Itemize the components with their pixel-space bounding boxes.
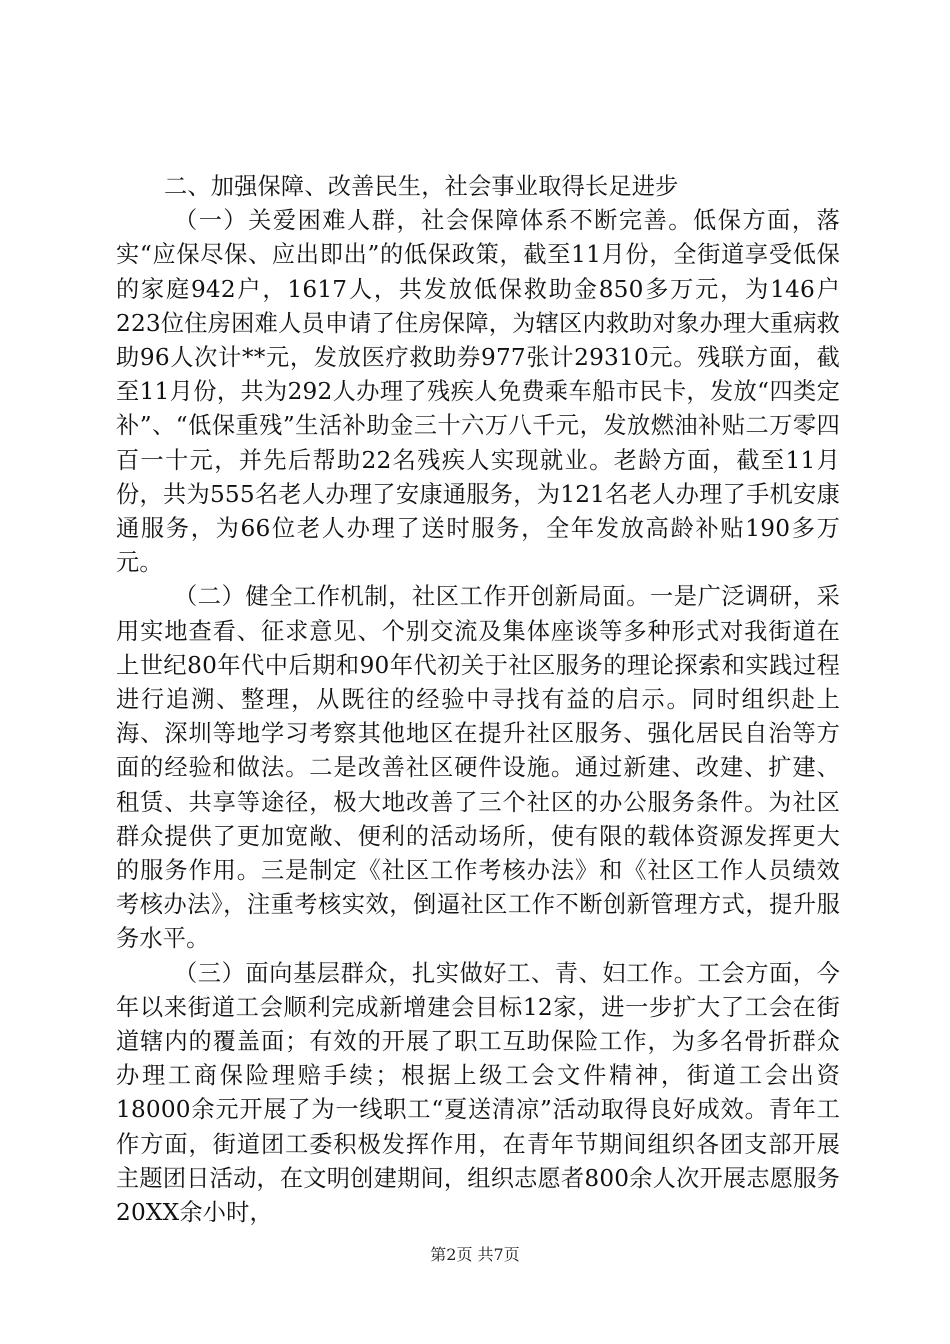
page-number-indicator: 第2页 共7页 bbox=[430, 1245, 520, 1264]
document-body bbox=[116, 170, 840, 1230]
paragraph-community-work: （二）健全工作机制，社区工作开创新局面。一是广泛调研，采用实地查看、征求意见、个别交流及集体座谈等多种形式对我街道在上世纪80年代中后期和90年代初关于社区服务的理论探索和实践过程进行追溯、整理，从既往的经验中寻找有益的启示。同时组织赴上海、深圳等地学习考察其他地区在提升社区服务、强化居民自治等方面的经验和做法。二是改善社区硬件设施。通过新建、改建、扩建、租赁、共享等途径，极大地改善了三个社区的办公服务条件。为社区群众提供了更加宽敞、便利的活动场所，使有限的载体资源发挥更大的服务作用。三是制定《社区工作考核办法》和《社区工作人员绩效考核办法》，注重考核实效，倒逼社区工作不断创新管理方式，提升服务水平。 bbox=[116, 583, 840, 953]
paragraph-grassroots-work: （三）面向基层群众，扎实做好工、青、妇工作。工会方面，今年以来街道工会顺利完成新增建会目标12家，进一步扩大了工会在街道辖内的覆盖面；有效的开展了职工互助保险工作，为多名骨折群众办理工商保险理赔手续；根据上级工会文件精神，街道工会出资18000余元开展了为一线职工“夏送清凉”活动取得良好成效。青年工作方面，街道团工委积极发挥作用，在青年节期间组织各团支部开展主题团日活动，在文明创建期间，组织志愿者800余人次开展志愿服务20XX余小时， bbox=[116, 959, 840, 1227]
paragraph-social-security: （一）关爱困难人群，社会保障体系不断完善。低保方面，落实“应保尽保、应出即出”的低保政策，截至11月份，全街道享受低保的家庭942户，1617人，共发放低保救助金850多万元，为146户223位住房困难人员申请了住房保障，为辖区内救助对象办理大重病救助96人次计**元，发放医疗救助券977张计29310元。残联方面，截至11月份，共为292人办理了残疾人免费乘车船市民卡，发放“四类定补”、“低保重残”生活补助金三十六万八千元，发放燃油补贴二万零四百一十元，并先后帮助22名残疾人实现就业。老龄方面，截至11月份，共为555名老人办理了安康通服务，为121名老人办理了手机安康通服务，为66位老人办理了送时服务，全年发放高龄补贴190多万元。 bbox=[116, 207, 840, 577]
page-footer bbox=[0, 1245, 950, 1265]
section-heading: 二、加强保障、改善民生，社会事业取得长足进步 bbox=[164, 173, 679, 200]
